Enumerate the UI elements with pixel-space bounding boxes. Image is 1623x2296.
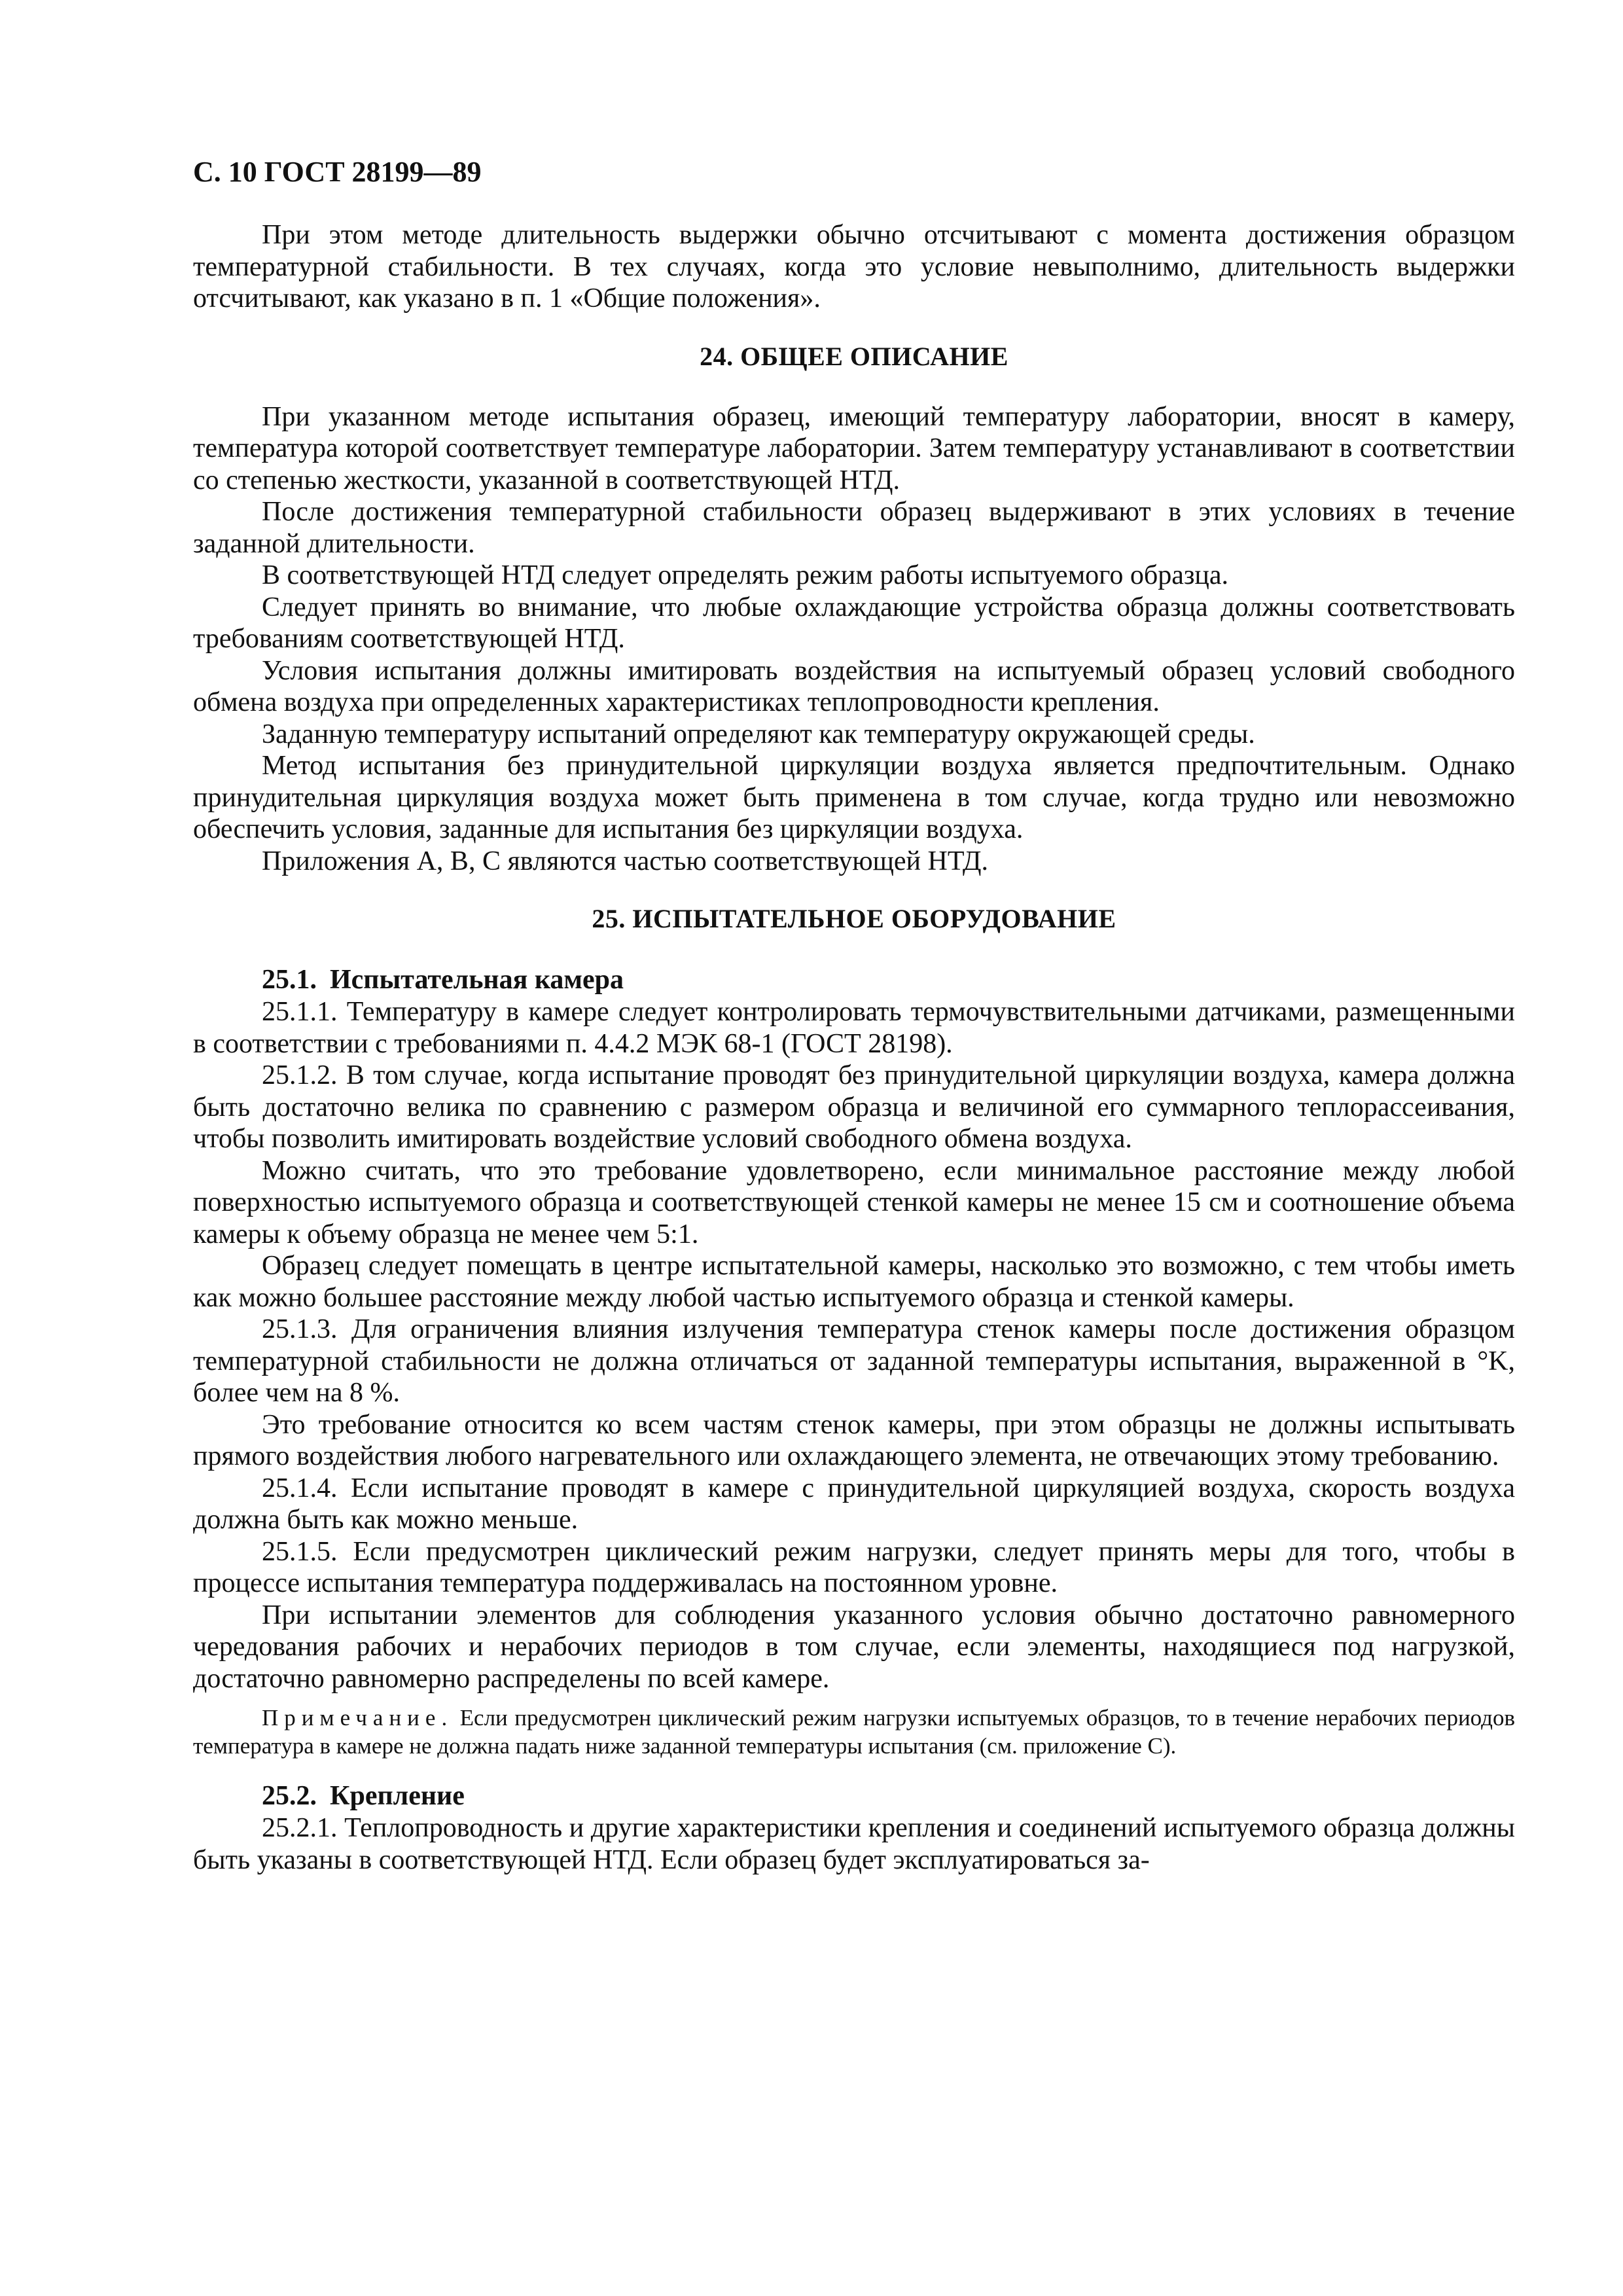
clause-25-1-1: 25.1.1. Температуру в камере следует контролировать термочувствительными датчиками, размещенными в соответствии с требованиями п. 4.4.2 МЭК 68-1 (ГОСТ 28198). (193, 997, 1515, 1059)
s24-paragraph-2: После достижения температурной стабильности образец выдерживают в этих условиях в течение заданной длительности. (193, 497, 1515, 559)
subsection-title: Испытательная камера (330, 965, 624, 995)
subsection-title: Крепление (330, 1781, 465, 1811)
clause-25-2-1: 25.2.1. Теплопроводность и другие характеристики крепления и соединений испытуемого образца должны быть указаны в соответствующей НТД. Если образец будет эксплуатироваться за- (193, 1813, 1515, 1875)
intro-paragraph: При этом методе длительность выдержки обычно отсчитывают с момента достижения образцом температурной стабильности. В тех случаях, когда это условие невыполнимо, длительность выдержки отсчитывают, как указано в п. 1 «Общие положения». (193, 220, 1515, 314)
note-label: Примечание. (262, 1705, 454, 1731)
clause-25-1-2-continued-1: Можно считать, что это требование удовлетворено, если минимальное расстояние между любой поверхностью испытуемого образца и соответствующей стенкой камеры не менее 15 см и соотношение объема камеры к объему образца не менее чем 5:1. (193, 1155, 1515, 1249)
subsection-number: 25.2. (262, 1781, 317, 1811)
s24-paragraph-3: В соответствующей НТД следует определять режим работы испытуемого образца. (262, 560, 1229, 590)
section-25-heading: 25. ИСПЫТАТЕЛЬНОЕ ОБОРУДОВАНИЕ (592, 904, 1116, 933)
section-24-heading: 24. ОБЩЕЕ ОПИСАНИЕ (700, 341, 1008, 371)
clause-25-1-5-continued: При испытании элементов для соблюдения указанного условия обычно достаточно равномерного чередования рабочих и нерабочих периодов в том случае, если элементы, находящиеся под нагрузкой, достаточно равномерно распределены по всей камере. (193, 1600, 1515, 1694)
document-page (193, 154, 1515, 1876)
clause-25-1-2-continued-2: Образец следует помещать в центре испытательной камеры, насколько это возможно, с тем чтобы иметь как можно большее расстояние между любой частью испытуемого образца и стенкой камеры. (193, 1251, 1515, 1313)
s24-paragraph-6: Заданную температуру испытаний определяют как температуру окружающей среды. (262, 719, 1255, 749)
clause-25-1-4: 25.1.4. Если испытание проводят в камере с принудительной циркуляцией воздуха, скорость воздуха должна быть как можно меньше. (193, 1473, 1515, 1535)
s24-paragraph-4: Следует принять во внимание, что любые охлаждающие устройства образца должны соответствовать требованиям соответствующей НТД. (193, 592, 1515, 654)
note-text: Если предусмотрен циклический режим нагрузки испытуемых образцов, то в течение нерабочих периодов температура в камере не должна падать ниже заданной температуры испытания (см. приложение С). (193, 1705, 1516, 1759)
subsection-25-2-heading (193, 1780, 1515, 1812)
s24-paragraph-7: Метод испытания без принудительной циркуляции воздуха является предпочтительным. Однако принудительная циркуляция воздуха может быть применена в том случае, когда трудно или невозможно обеспечить условия, заданные для испытания без циркуляции воздуха. (193, 751, 1515, 844)
s24-paragraph-8: Приложения А, В, С являются частью соответствующей НТД. (262, 846, 989, 876)
clause-25-1-5: 25.1.5. Если предусмотрен циклический режим нагрузки, следует принять меры для того, чтобы в процессе испытания температура поддерживалась на постоянном уровне. (193, 1536, 1515, 1598)
clause-25-1-3: 25.1.3. Для ограничения влияния излучения температура стенок камеры после достижения образцом температурной стабильности не должна отличаться от заданной температуры испытания, выраженной в °K, более чем на 8 %. (193, 1314, 1515, 1408)
subsection-number: 25.1. (262, 965, 317, 995)
clause-25-1-2: 25.1.2. В том случае, когда испытание проводят без принудительной циркуляции воздуха, камера должна быть достаточно велика по сравнению с размером образца и величиной его суммарного теплорассеивания, чтобы позволить имитировать воздействие условий свободного обмена воздуха. (193, 1060, 1515, 1154)
clause-25-1-3-continued: Это требование относится ко всем частям стенок камеры, при этом образцы не должны испытывать прямого воздействия любого нагревательного или охлаждающего элемента, не отвечающих этому требованию. (193, 1409, 1515, 1471)
note (193, 1704, 1515, 1760)
subsection-25-1-heading (193, 963, 1515, 996)
s24-paragraph-5: Условия испытания должны имитировать воздействия на испытуемый образец условий свободного обмена воздуха при определенных характеристиках теплопроводности крепления. (193, 655, 1515, 717)
running-head: С. 10 ГОСТ 28199—89 (193, 156, 482, 188)
s24-paragraph-1: При указанном методе испытания образец, имеющий температуру лаборатории, вносят в камеру, температура которой соответствует температуре лаборатории. Затем температуру устанавливают в соответствии со степенью жесткости, указанной в соответствующей НТД. (193, 401, 1515, 495)
